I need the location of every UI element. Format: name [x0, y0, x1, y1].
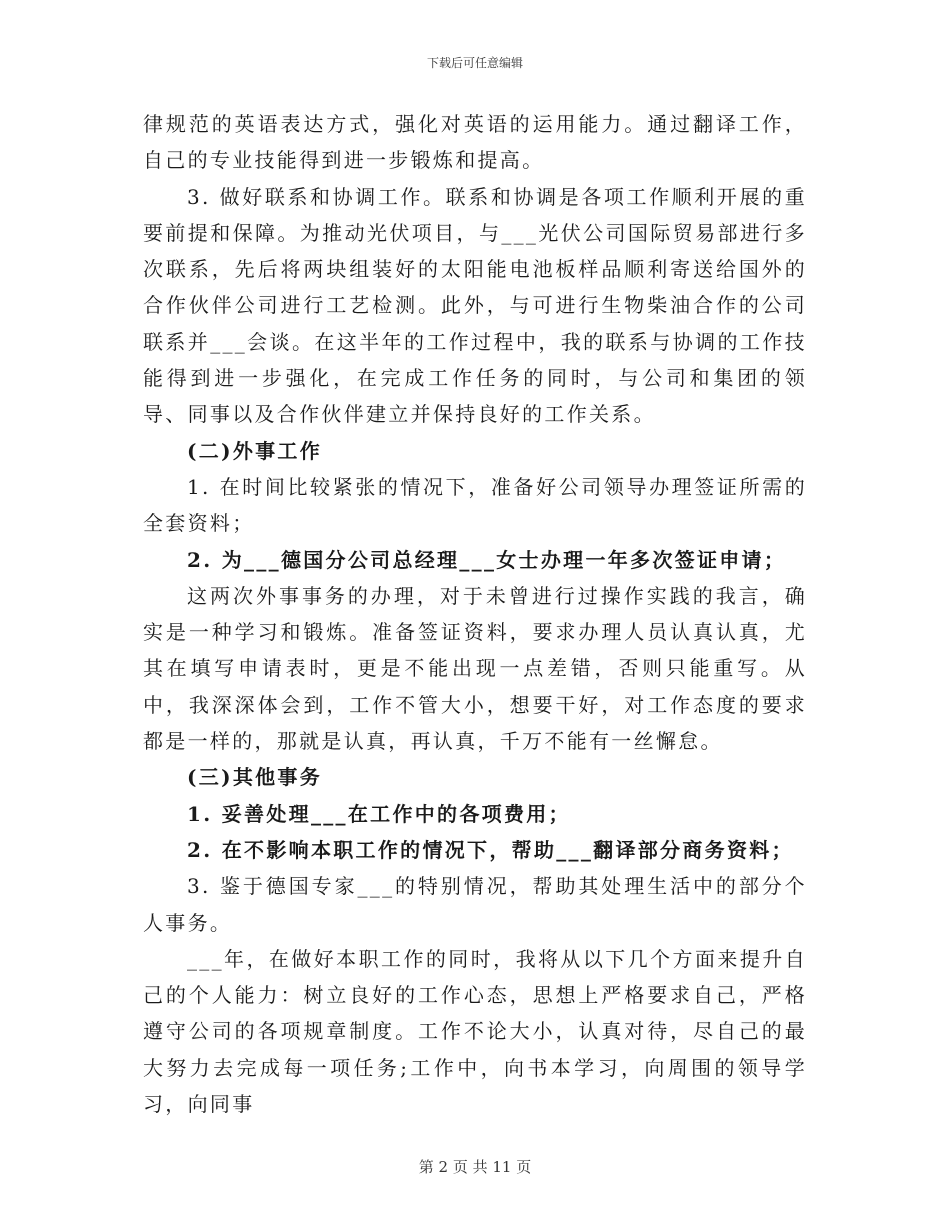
- page-number: 第 2 页 共 11 页: [418, 1158, 532, 1176]
- section-heading-foreign-affairs: (二)外事工作: [187, 438, 323, 463]
- paragraph-expenses: 1. 妥善处理___在工作中的各项费用；: [187, 801, 571, 826]
- paragraph-translation-help: 2. 在不影响本职工作的情况下，帮助___翻译部分商务资料；: [187, 837, 794, 862]
- paragraph-next-year-plan: ___年，在做好本职工作的同时，我将从以下几个方面来提升自己的个人能力：树立良好的工作心态，思想上严格要求自己，严格遵守公司的各项规章制度。工作不论大小，认真对待，尽自己的最大努力去完成每一项任务;工作中，向书本学习，向周围的领导学习，向同事: [143, 946, 807, 1117]
- paragraph-translation-continued: 律规范的英语表达方式，强化对英语的运用能力。通过翻译工作，自己的专业技能得到进一步锻炼和提高。: [143, 112, 807, 173]
- document-body: [143, 106, 807, 1122]
- paragraph-expert-assistance: 3. 鉴于德国专家___的特别情况，帮助其处理生活中的部分个人事务。: [143, 874, 807, 935]
- paragraph-coordination-work: 3. 做好联系和协调工作。联系和协调是各项工作顺利开展的重要前提和保障。为推动光伏项目，与___光伏公司国际贸易部进行多次联系，先后将两块组装好的太阳能电池板样品顺利寄送给国外的合作伙伴公司进行工艺检测。此外，与可进行生物柴油合作的公司联系并___会谈。在这半年的工作过程中，我的联系与协调的工作技能得到进一步强化，在完成工作任务的同时，与公司和集团的领导、同事以及合作伙伴建立并保持良好的工作关系。: [143, 184, 807, 427]
- paragraph-visa-application: 2. 为___德国分公司总经理___女士办理一年多次签证申请；: [187, 547, 787, 572]
- page-header-note: 下载后可任意编辑: [426, 56, 523, 70]
- paragraph-foreign-affairs-reflection: 这两次外事事务的办理，对于未曾进行过操作实践的我言，确实是一种学习和锻炼。准备签证资料，要求办理人员认真认真，尤其在填写申请表时，更是不能出现一点差错，否则只能重写。从中，我深深体会到，工作不管大小，想要干好，对工作态度的要求都是一样的，那就是认真，再认真，千万不能有一丝懈怠。: [143, 583, 807, 754]
- paragraph-visa-materials: 1. 在时间比较紧张的情况下，准备好公司领导办理签证所需的全套资料；: [143, 474, 807, 536]
- section-heading-other-affairs: (三)其他事务: [187, 765, 323, 790]
